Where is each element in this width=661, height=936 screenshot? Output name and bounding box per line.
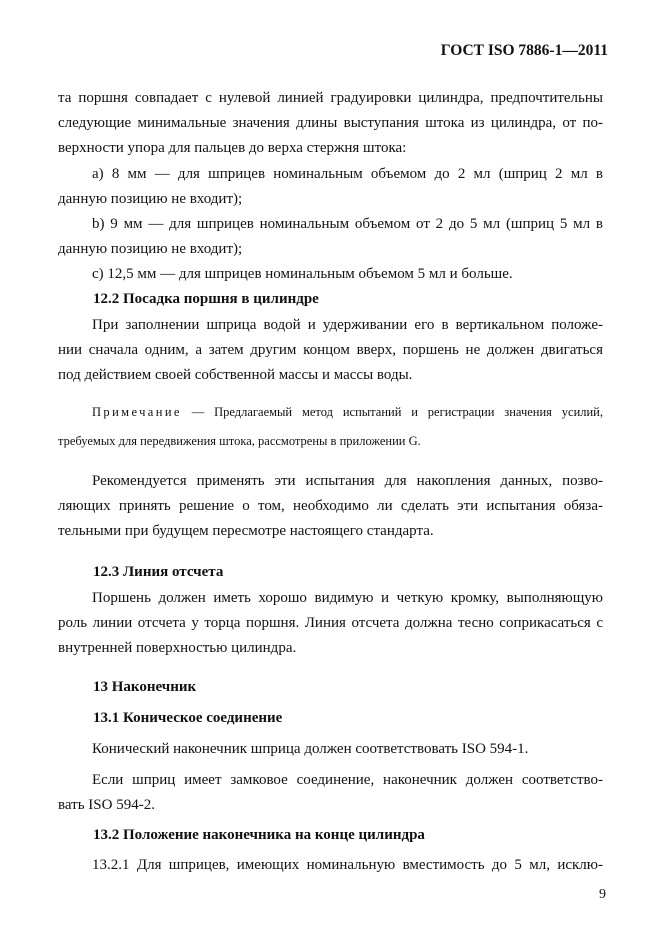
paragraph-line: та поршня совпадает с нулевой линией градуировки цилиндра, предпочтительны (58, 90, 603, 106)
document-header: ГОСТ ISO 7886-1—2011 (440, 42, 608, 59)
section-heading-13-1: 13.1 Коническое соединение (93, 710, 283, 726)
paragraph-line: Конический наконечник шприца должен соответствовать ISO 594-1. (92, 741, 529, 757)
paragraph-line: вать ISO 594-2. (58, 797, 155, 813)
section-heading-13: 13 Наконечник (93, 679, 197, 695)
paragraph-line: При заполнении шприца водой и удерживании его в вертикальном положе- (92, 317, 603, 333)
section-heading-12-2: 12.2 Посадка поршня в цилиндре (93, 291, 319, 307)
paragraph-line: внутренней поверхностью цилиндра. (58, 640, 297, 656)
paragraph-line: под действием своей собственной массы и массы воды. (58, 367, 413, 383)
note-line (92, 402, 603, 422)
list-item-c: c) 12,5 мм — для шприцев номинальным объемом 5 мл и больше. (92, 266, 513, 282)
section-heading-13-2: 13.2 Положение наконечника на конце цилиндра (93, 827, 425, 843)
list-item-b-cont: данную позицию не входит); (58, 241, 243, 257)
note-text: — Предлагаемый метод испытаний и регистрации значения усилий, (181, 405, 603, 419)
paragraph-line: тельными при будущем пересмотре настоящего стандарта. (58, 523, 434, 539)
paragraph-line: нии сначала одним, а затем другим концом вверх, поршень не должен двигаться (58, 342, 603, 358)
paragraph-line: следующие минимальные значения длины выступания штока из цилиндра, от по- (58, 115, 603, 131)
paragraph-line: верхности упора для пальцев до верха стержня штока: (58, 140, 407, 156)
paragraph-line: 13.2.1 Для шприцев, имеющих номинальную вместимость до 5 мл, исклю- (92, 857, 603, 873)
list-item-a-cont: данную позицию не входит); (58, 191, 243, 207)
paragraph-line: роль линии отсчета у торца поршня. Линия отсчета должна тесно соприкасаться с (58, 615, 603, 631)
list-item-a: а) 8 мм — для шприцев номинальным объемом до 2 мл (шприц 2 мл в (92, 166, 603, 182)
paragraph-line: Поршень должен иметь хорошо видимую и четкую кромку, выполняющую (92, 590, 603, 606)
list-item-b: b) 9 мм — для шприцев номинальным объемом от 2 до 5 мл (шприц 5 мл в (92, 216, 603, 232)
paragraph-line: ляющих принять решение о том, необходимо ли сделать эти испытания обяза- (58, 498, 603, 514)
note-label: Примечание (92, 405, 182, 419)
section-heading-12-3: 12.3 Линия отсчета (93, 564, 224, 580)
page-number: 9 (599, 887, 606, 902)
note-line: требуемых для передвижения штока, рассмотрены в приложении G. (58, 434, 421, 448)
paragraph-line: Если шприц имеет замковое соединение, наконечник должен соответство- (92, 772, 603, 788)
paragraph-line: Рекомендуется применять эти испытания для накопления данных, позво- (92, 473, 603, 489)
